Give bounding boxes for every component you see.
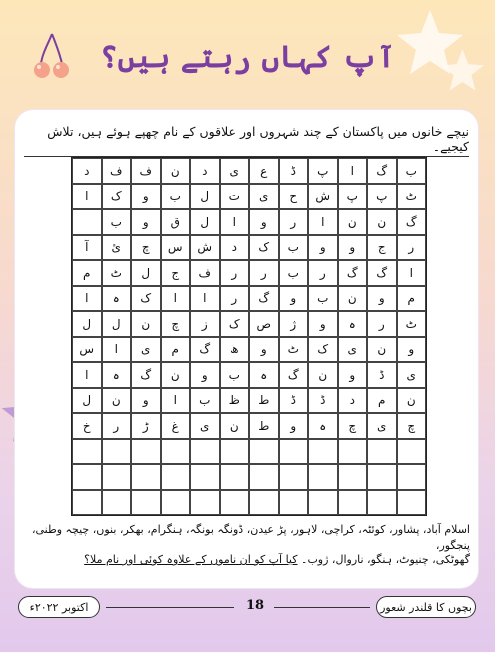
- grid-cell: ہ: [338, 311, 368, 337]
- grid-cell: پ: [367, 184, 397, 210]
- grid-cell: گ: [249, 286, 279, 312]
- grid-cell: ل: [72, 388, 102, 414]
- grid-cell: ف: [102, 158, 132, 184]
- grid-cell: [249, 490, 279, 516]
- grid-cell: [279, 490, 309, 516]
- grid-cell: [161, 490, 191, 516]
- grid-cell: ک: [308, 337, 338, 363]
- grid-cell: و: [131, 209, 161, 235]
- grid-cell: [249, 439, 279, 465]
- grid-cell: ٹ: [397, 184, 427, 210]
- grid-cell: ک: [220, 311, 250, 337]
- grid-cell: ر: [279, 209, 309, 235]
- grid-cell: م: [72, 260, 102, 286]
- grid-cell: ا: [190, 286, 220, 312]
- grid-cell: [397, 490, 427, 516]
- grid-cell: [249, 464, 279, 490]
- grid-cell: ٹ: [279, 337, 309, 363]
- city-names-list-continued: [24, 552, 470, 568]
- grid-cell: [367, 464, 397, 490]
- grid-cell: ب: [220, 362, 250, 388]
- city-names-list-end: گھوٹکی، چنیوٹ، ہنگو، ناروال، ژوب۔: [301, 553, 470, 566]
- footer-magazine-name: بچوں کا قلندر شعور: [376, 596, 476, 618]
- grid-cell: ہ: [102, 362, 132, 388]
- grid-cell: پ: [338, 184, 368, 210]
- grid-cell: ر: [249, 260, 279, 286]
- grid-cell: ڈ: [279, 388, 309, 414]
- grid-cell: ژ: [279, 311, 309, 337]
- grid-cell: ٹ: [397, 311, 427, 337]
- grid-cell: ن: [161, 158, 191, 184]
- grid-cell: ج: [161, 260, 191, 286]
- grid-cell: ن: [161, 362, 191, 388]
- grid-cell: ا: [161, 286, 191, 312]
- grid-cell: و: [338, 362, 368, 388]
- grid-cell: گ: [279, 362, 309, 388]
- grid-cell: د: [72, 158, 102, 184]
- grid-cell: ڈ: [367, 362, 397, 388]
- city-names-list: اسلام آباد، پشاور، کوئٹہ، کراچی، لاہور، پڑ عیدن، ڈونگہ بونگہ، ہنگرام، بھکر، بنوں، چیچہ وطنی، پنجگور،: [31, 523, 470, 552]
- grid-cell: [72, 490, 102, 516]
- grid-cell: [72, 439, 102, 465]
- grid-cell: ی: [131, 337, 161, 363]
- grid-cell: ن: [367, 337, 397, 363]
- grid-cell: ط: [249, 388, 279, 414]
- grid-cell: [220, 439, 250, 465]
- grid-cell: ہ: [102, 286, 132, 312]
- grid-cell: م: [367, 388, 397, 414]
- grid-cell: ر: [308, 260, 338, 286]
- grid-cell: [367, 439, 397, 465]
- grid-cell: ن: [397, 388, 427, 414]
- grid-cell: ب: [102, 209, 132, 235]
- grid-cell: ن: [131, 311, 161, 337]
- grid-cell: [279, 439, 309, 465]
- instruction-text: نیچے خانوں میں پاکستان کے چند شہروں اور علاقوں کے نام چھپے ہوئے ہیں، تلاش کیجیے۔: [24, 124, 469, 157]
- grid-cell: چ: [161, 311, 191, 337]
- grid-cell: ل: [102, 311, 132, 337]
- grid-cell: ی: [367, 413, 397, 439]
- grid-cell: ڈ: [279, 158, 309, 184]
- grid-cell: ن: [220, 413, 250, 439]
- grid-cell: ا: [102, 337, 132, 363]
- grid-cell: ا: [72, 362, 102, 388]
- page-footer: [18, 596, 476, 620]
- grid-cell: ر: [220, 286, 250, 312]
- question-text: کیا آپ کو ان ناموں کے علاوہ کوئی اور نام ملا؟: [84, 553, 298, 566]
- grid-cell: ز: [190, 311, 220, 337]
- grid-cell: ر: [102, 413, 132, 439]
- grid-cell: [190, 490, 220, 516]
- grid-cell: ی: [397, 362, 427, 388]
- grid-cell: ی: [190, 413, 220, 439]
- grid-cell: [161, 439, 191, 465]
- grid-cell: گ: [131, 362, 161, 388]
- footer-divider: [106, 607, 234, 608]
- grid-cell: ڈ: [308, 388, 338, 414]
- grid-cell: [397, 464, 427, 490]
- grid-cell: ش: [190, 235, 220, 261]
- grid-cell: آ: [72, 235, 102, 261]
- grid-cell: و: [397, 337, 427, 363]
- grid-cell: گ: [338, 260, 368, 286]
- footer-date: اکتوبر ۲۰۲۲ء: [18, 596, 100, 618]
- grid-cell: [190, 464, 220, 490]
- grid-cell: غ: [161, 413, 191, 439]
- grid-cell: ق: [161, 209, 191, 235]
- grid-cell: [161, 464, 191, 490]
- grid-cell: ت: [220, 184, 250, 210]
- grid-cell: گ: [190, 337, 220, 363]
- grid-cell: و: [131, 388, 161, 414]
- grid-cell: و: [367, 286, 397, 312]
- grid-cell: [338, 464, 368, 490]
- grid-cell: ص: [249, 311, 279, 337]
- grid-cell: و: [131, 184, 161, 210]
- grid-cell: ا: [338, 158, 368, 184]
- grid-cell: ی: [249, 184, 279, 210]
- grid-cell: ی: [220, 158, 250, 184]
- grid-cell: [338, 490, 368, 516]
- grid-cell: [367, 490, 397, 516]
- grid-cell: [72, 209, 102, 235]
- grid-cell: س: [161, 235, 191, 261]
- grid-cell: پ: [308, 158, 338, 184]
- grid-cell: ب: [279, 260, 309, 286]
- grid-cell: ا: [397, 260, 427, 286]
- grid-cell: س: [72, 337, 102, 363]
- grid-cell: ن: [338, 286, 368, 312]
- grid-cell: و: [249, 337, 279, 363]
- grid-cell: ر: [367, 311, 397, 337]
- grid-cell: و: [279, 286, 309, 312]
- word-search-grid: [71, 157, 427, 516]
- grid-cell: ا: [72, 184, 102, 210]
- grid-cell: ا: [72, 286, 102, 312]
- grid-cell: ب: [279, 235, 309, 261]
- grid-cell: ف: [131, 158, 161, 184]
- grid-cell: ع: [249, 158, 279, 184]
- grid-cell: ک: [249, 235, 279, 261]
- grid-cell: ن: [338, 209, 368, 235]
- grid-cell: ک: [131, 286, 161, 312]
- grid-cell: ا: [161, 388, 191, 414]
- grid-cell: [338, 439, 368, 465]
- grid-cell: ن: [308, 362, 338, 388]
- grid-cell: و: [249, 209, 279, 235]
- grid-cell: خ: [72, 413, 102, 439]
- grid-cell: ل: [190, 209, 220, 235]
- grid-cell: م: [397, 286, 427, 312]
- grid-cell: ظ: [220, 388, 250, 414]
- grid-cell: [279, 464, 309, 490]
- grid-cell: ی: [338, 337, 368, 363]
- grid-cell: ش: [308, 184, 338, 210]
- grid-cell: [102, 439, 132, 465]
- grid-cell: [220, 490, 250, 516]
- grid-cell: چ: [338, 413, 368, 439]
- grid-cell: چ: [131, 235, 161, 261]
- grid-cell: ل: [72, 311, 102, 337]
- page-title: آپ کہاں رہتے ہیں؟: [99, 40, 395, 75]
- footer-divider: [274, 607, 370, 608]
- grid-cell: ج: [367, 235, 397, 261]
- grid-cell: و: [338, 235, 368, 261]
- grid-cell: [190, 439, 220, 465]
- grid-cell: ڑ: [131, 413, 161, 439]
- grid-cell: ط: [249, 413, 279, 439]
- grid-cell: [397, 439, 427, 465]
- grid-cell: [102, 490, 132, 516]
- grid-cell: م: [161, 337, 191, 363]
- grid-cell: ن: [367, 209, 397, 235]
- page-number: 18: [245, 598, 265, 613]
- grid-cell: ا: [220, 209, 250, 235]
- grid-cell: ل: [190, 184, 220, 210]
- grid-cell: [308, 464, 338, 490]
- grid-cell: ک: [102, 184, 132, 210]
- grid-cell: ٹ: [102, 260, 132, 286]
- grid-cell: ب: [190, 388, 220, 414]
- grid-cell: گ: [367, 260, 397, 286]
- grid-cell: و: [308, 235, 338, 261]
- grid-cell: ھ: [220, 337, 250, 363]
- grid-cell: و: [308, 311, 338, 337]
- grid-cell: [131, 490, 161, 516]
- grid-cell: [308, 490, 338, 516]
- grid-cell: چ: [397, 413, 427, 439]
- grid-cell: [102, 464, 132, 490]
- grid-cell: گ: [367, 158, 397, 184]
- grid-cell: [220, 464, 250, 490]
- grid-cell: ن: [102, 388, 132, 414]
- grid-cell: ح: [279, 184, 309, 210]
- grid-cell: ہ: [249, 362, 279, 388]
- grid-cell: ب: [397, 158, 427, 184]
- grid-cell: و: [279, 413, 309, 439]
- grid-cell: ر: [397, 235, 427, 261]
- grid-cell: ر: [220, 260, 250, 286]
- grid-cell: گ: [397, 209, 427, 235]
- grid-cell: [131, 464, 161, 490]
- grid-cell: ا: [308, 209, 338, 235]
- grid-cell: [131, 439, 161, 465]
- grid-cell: د: [338, 388, 368, 414]
- grid-cell: ہ: [308, 413, 338, 439]
- grid-cell: ب: [161, 184, 191, 210]
- grid-cell: ئ: [102, 235, 132, 261]
- grid-cell: ل: [131, 260, 161, 286]
- grid-cell: و: [190, 362, 220, 388]
- grid-cell: د: [220, 235, 250, 261]
- grid-cell: [72, 464, 102, 490]
- grid-cell: ف: [190, 260, 220, 286]
- grid-cell: د: [190, 158, 220, 184]
- grid-cell: ب: [308, 286, 338, 312]
- grid-cell: [308, 439, 338, 465]
